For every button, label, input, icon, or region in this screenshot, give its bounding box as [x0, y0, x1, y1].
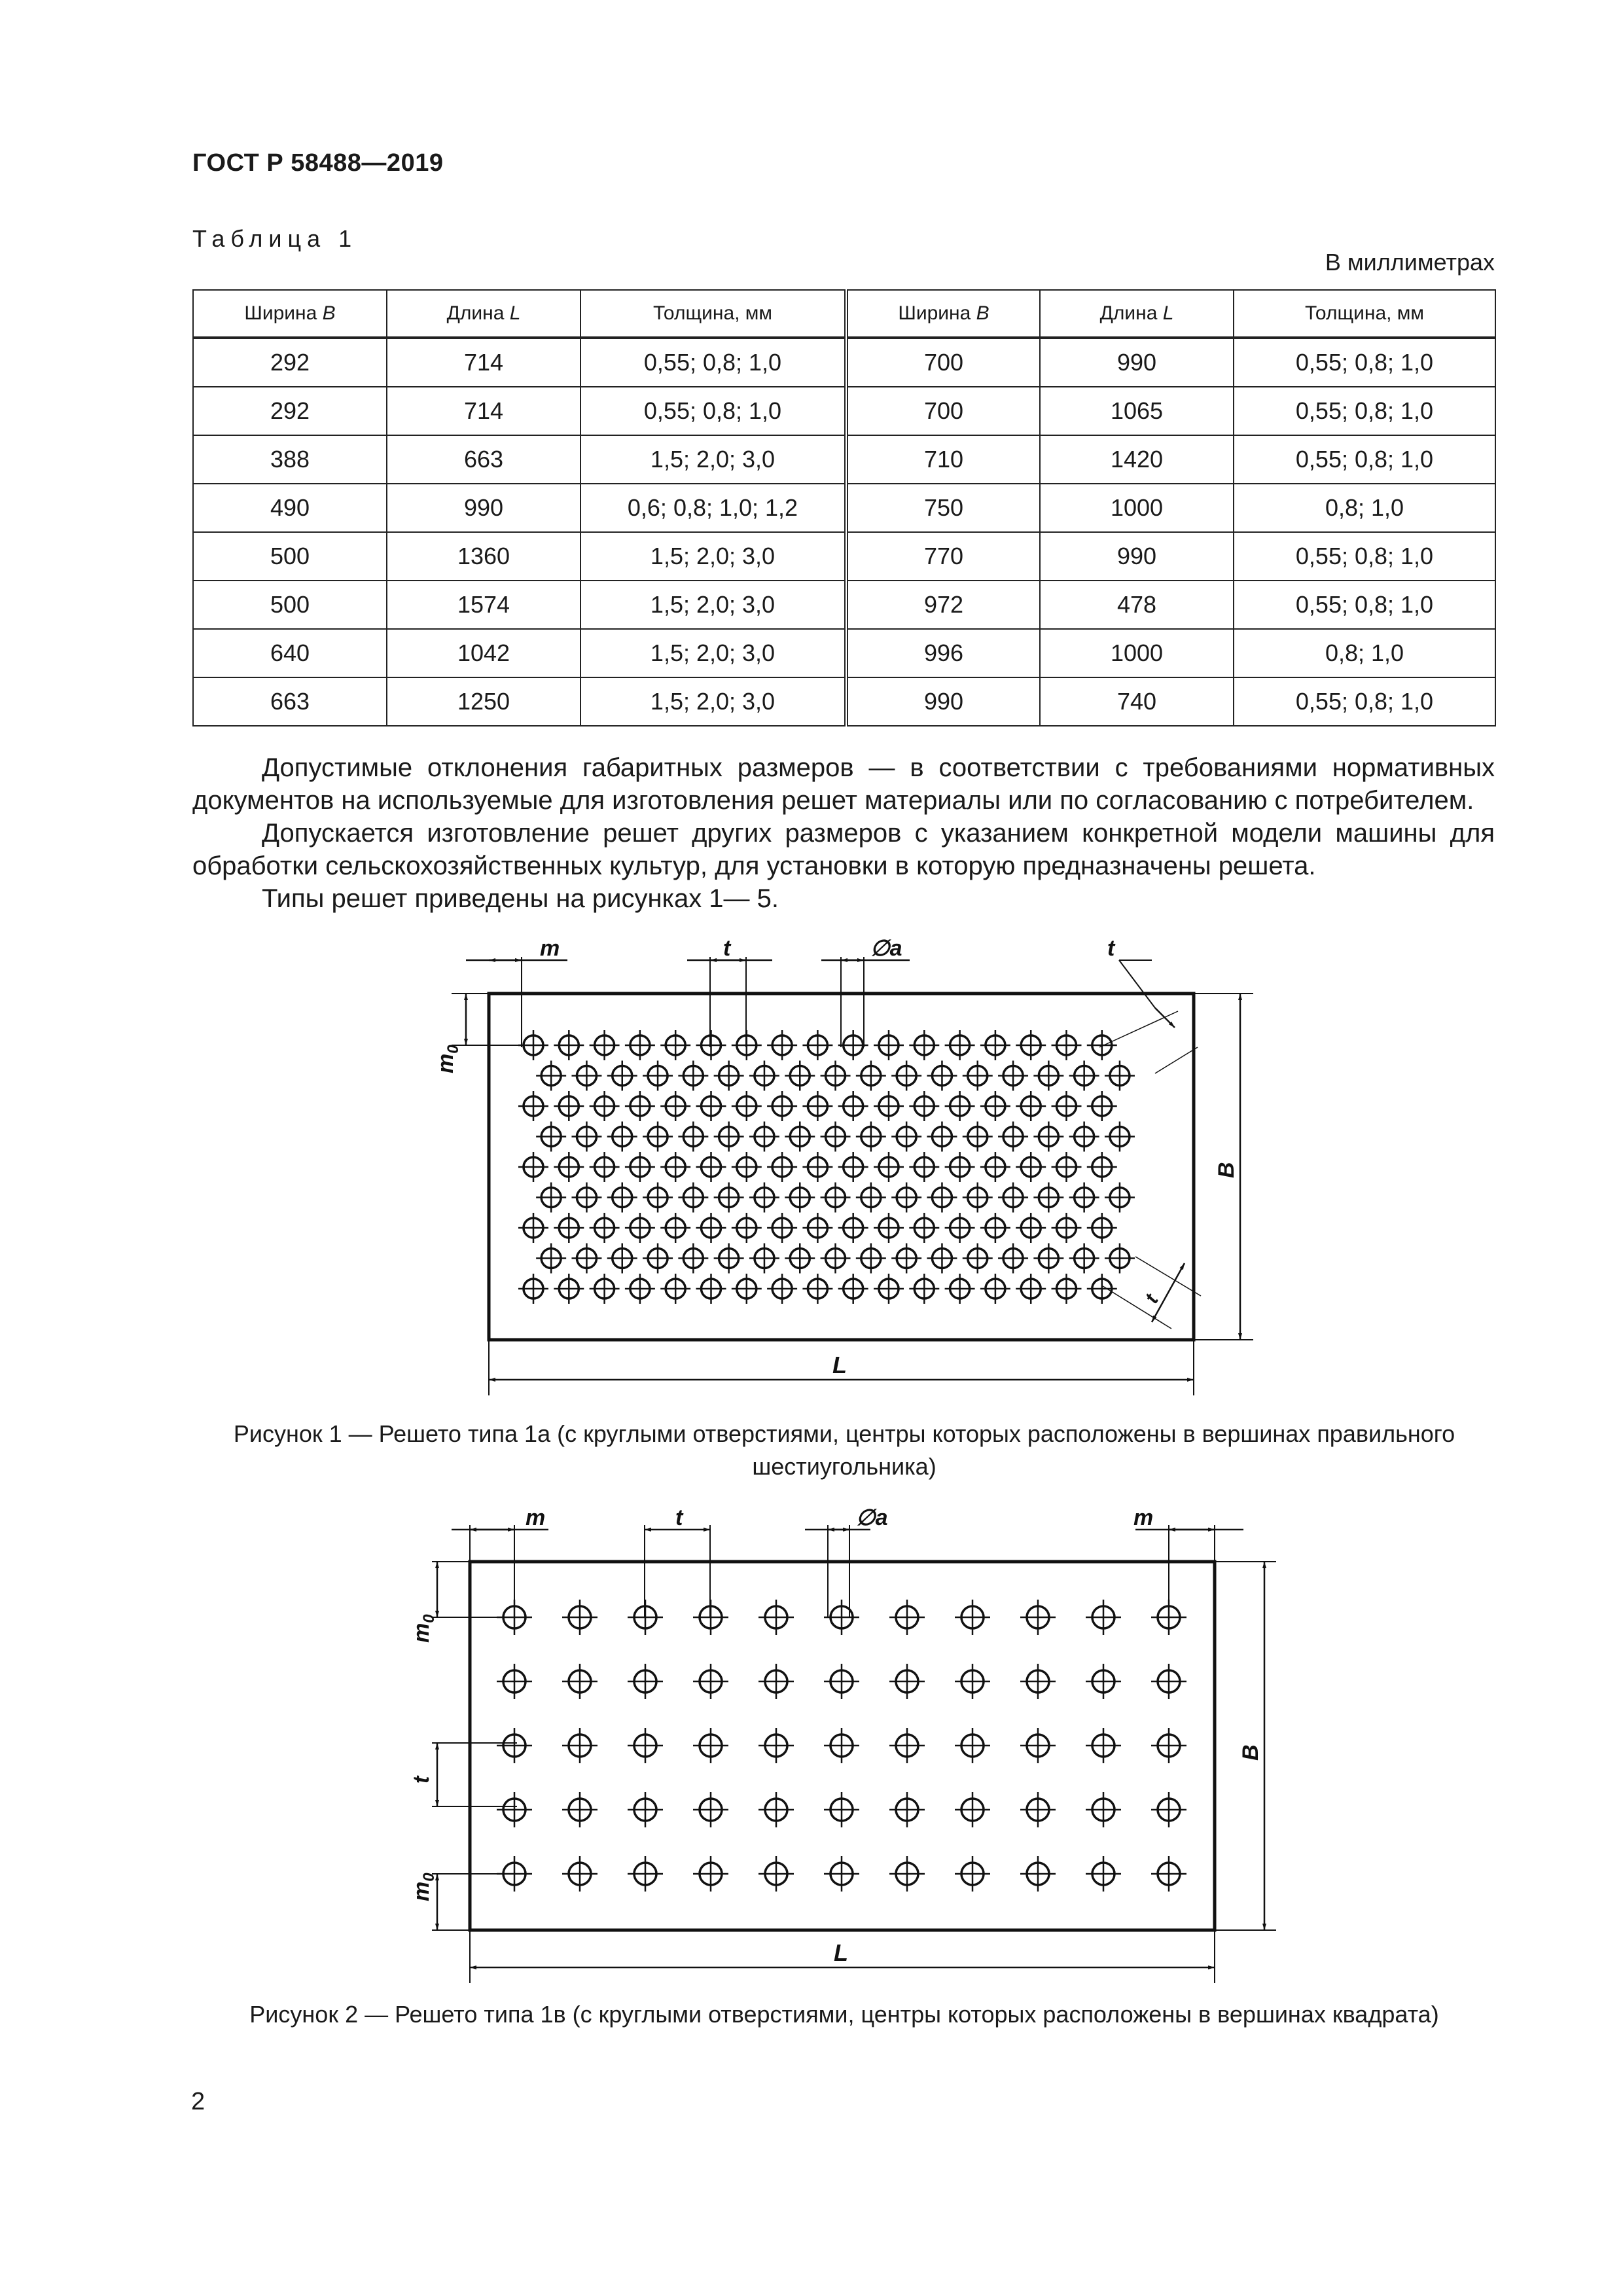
table-cell: 1420	[1040, 435, 1234, 484]
hole	[824, 1856, 859, 1892]
table-cell: 1042	[387, 629, 580, 677]
hole	[955, 1856, 990, 1892]
hole	[1151, 1728, 1186, 1763]
table-cell: 0,55; 0,8; 1,0	[1234, 677, 1495, 726]
table-cell: 990	[387, 484, 580, 532]
table-cell: 1,5; 2,0; 3,0	[580, 629, 846, 677]
fig2-label-m: m	[526, 1505, 546, 1530]
table-cell: 990	[1040, 338, 1234, 387]
hole	[824, 1792, 859, 1827]
hole	[562, 1728, 597, 1763]
table-cell: 714	[387, 387, 580, 435]
table-cell: 750	[846, 484, 1040, 532]
hole	[758, 1792, 794, 1827]
hole	[497, 1664, 532, 1699]
table-cell: 1000	[1040, 629, 1234, 677]
fig2-label-t: t	[675, 1505, 683, 1530]
table-cell: 0,55; 0,8; 1,0	[1234, 338, 1495, 387]
hole	[693, 1664, 728, 1699]
table-cell: 292	[193, 338, 387, 387]
table-cell: 1,5; 2,0; 3,0	[580, 435, 846, 484]
table-cell: 996	[846, 629, 1040, 677]
hole	[1020, 1664, 1056, 1699]
table-cell: 1,5; 2,0; 3,0	[580, 581, 846, 629]
table-cell: 1065	[1040, 387, 1234, 435]
fig2-label-m0-bottom: $m_0$	[409, 1873, 438, 1901]
hole	[693, 1728, 728, 1763]
table-cell: 663	[387, 435, 580, 484]
hole	[824, 1664, 859, 1699]
hole	[889, 1792, 925, 1827]
table-cell: 0,55; 0,8; 1,0	[1234, 435, 1495, 484]
fig2-label-m0-top: $m_0$	[409, 1614, 438, 1643]
hole	[1151, 1856, 1186, 1892]
table-cell: 500	[193, 532, 387, 581]
table-cell: 0,8; 1,0	[1234, 484, 1495, 532]
hole	[693, 1792, 728, 1827]
table-cell: 700	[846, 338, 1040, 387]
header-thickness: Толщина, мм	[580, 290, 846, 338]
hole	[1086, 1664, 1121, 1699]
fig1-label-L: L	[832, 1352, 847, 1378]
table-cell: 0,55; 0,8; 1,0	[1234, 581, 1495, 629]
paragraph-other-sizes: Допускается изготовление решет других размеров с указанием конкретной модели машины для обработки сельскохозяйственных культур, для установки в которую предназначены решета.	[192, 819, 1495, 880]
hole	[889, 1856, 925, 1892]
table-cell: 770	[846, 532, 1040, 581]
hole	[497, 1792, 532, 1827]
hole	[1086, 1728, 1121, 1763]
hole	[758, 1856, 794, 1892]
hole	[758, 1600, 794, 1635]
hole	[758, 1728, 794, 1763]
table-cell: 1,5; 2,0; 3,0	[580, 532, 846, 581]
hole	[1151, 1792, 1186, 1827]
table-cell: 700	[846, 387, 1040, 435]
fig2-label-a: ∅a	[856, 1505, 888, 1530]
hole	[497, 1728, 532, 1763]
hole	[628, 1728, 663, 1763]
hole	[562, 1600, 597, 1635]
fig2-label-t-vertical: t	[409, 1776, 434, 1784]
table-cell: 740	[1040, 677, 1234, 726]
hole	[1086, 1792, 1121, 1827]
header-width-2: Ширина B	[846, 290, 1040, 338]
header-length: Длина L	[387, 290, 580, 338]
table-cell: 0,55; 0,8; 1,0	[580, 387, 846, 435]
hole	[955, 1792, 990, 1827]
table-cell: 714	[387, 338, 580, 387]
table-cell: 490	[193, 484, 387, 532]
header-width: Ширина B	[193, 290, 387, 338]
table-cell: 1360	[387, 532, 580, 581]
table-cell: 0,55; 0,8; 1,0	[1234, 387, 1495, 435]
fig1-label-t: t	[723, 936, 731, 961]
document-header: ГОСТ Р 58488—2019	[192, 149, 444, 177]
hole	[758, 1664, 794, 1699]
hole	[824, 1600, 859, 1635]
table-cell: 388	[193, 435, 387, 484]
figure1-caption: Рисунок 1 — Решето типа 1а (с круглыми отверстиями, центры которых расположены в вершинах правильного шестиугольника)	[233, 1420, 1455, 1480]
paragraph-tolerances: Допустимые отклонения габаритных размеров — в соответствии с требованиями нормативных документов на используемые для изготовления решет материалы или по согласованию с потребителем.	[192, 753, 1495, 815]
table-cell: 0,8; 1,0	[1234, 629, 1495, 677]
fig1-label-t-diag-bottom: t	[1141, 1291, 1163, 1308]
hole	[628, 1792, 663, 1827]
fig1-label-m0: $m_0$	[433, 1045, 462, 1073]
hole	[628, 1664, 663, 1699]
hole	[1151, 1664, 1186, 1699]
table-cell: 1574	[387, 581, 580, 629]
hole	[955, 1600, 990, 1635]
table-cell: 478	[1040, 581, 1234, 629]
table-cell: 710	[846, 435, 1040, 484]
table-cell: 1250	[387, 677, 580, 726]
fig2-label-B: B	[1238, 1744, 1263, 1761]
table-cell: 1000	[1040, 484, 1234, 532]
table-cell: 640	[193, 629, 387, 677]
hole	[1020, 1856, 1056, 1892]
table-cell: 500	[193, 581, 387, 629]
hole	[562, 1856, 597, 1892]
table-cell: 0,55; 0,8; 1,0	[1234, 532, 1495, 581]
hole	[889, 1728, 925, 1763]
fig1-label-t-diag: t	[1107, 936, 1115, 961]
hole	[1086, 1856, 1121, 1892]
table-cell: 990	[846, 677, 1040, 726]
hole	[562, 1792, 597, 1827]
table-cell: 0,55; 0,8; 1,0	[580, 338, 846, 387]
paragraph-figure-reference: Типы решет приведены на рисунках 1— 5.	[262, 884, 779, 913]
hole	[693, 1856, 728, 1892]
fig1-label-B: B	[1214, 1162, 1239, 1178]
hole	[824, 1728, 859, 1763]
hole	[955, 1664, 990, 1699]
table-cell: 292	[193, 387, 387, 435]
hole	[889, 1664, 925, 1699]
table-caption: Таблица 1	[192, 225, 358, 252]
hole	[1020, 1728, 1056, 1763]
hole	[1020, 1792, 1056, 1827]
hole	[1086, 1600, 1121, 1635]
hole	[889, 1600, 925, 1635]
header-length-2: Длина L	[1040, 290, 1234, 338]
figure2-caption: Рисунок 2 — Решето типа 1в (с круглыми отверстиями, центры которых расположены в вершинах квадрата)	[249, 2001, 1439, 2028]
fig2-label-L: L	[834, 1939, 848, 1966]
table-cell: 990	[1040, 532, 1234, 581]
header-thickness-2: Толщина, мм	[1234, 290, 1495, 338]
table-cell: 972	[846, 581, 1040, 629]
fig1-label-m: m	[540, 936, 560, 961]
table-cell: 0,6; 0,8; 1,0; 1,2	[580, 484, 846, 532]
hole	[628, 1856, 663, 1892]
page-number: 2	[191, 2088, 205, 2115]
hole	[1020, 1600, 1056, 1635]
hole	[955, 1728, 990, 1763]
table-cell: 663	[193, 677, 387, 726]
hole	[562, 1664, 597, 1699]
table-cell: 1,5; 2,0; 3,0	[580, 677, 846, 726]
fig2-label-m-right: m	[1133, 1505, 1154, 1530]
table-units-note: В миллиметрах	[1325, 249, 1495, 276]
fig1-label-a: ∅a	[870, 936, 902, 961]
